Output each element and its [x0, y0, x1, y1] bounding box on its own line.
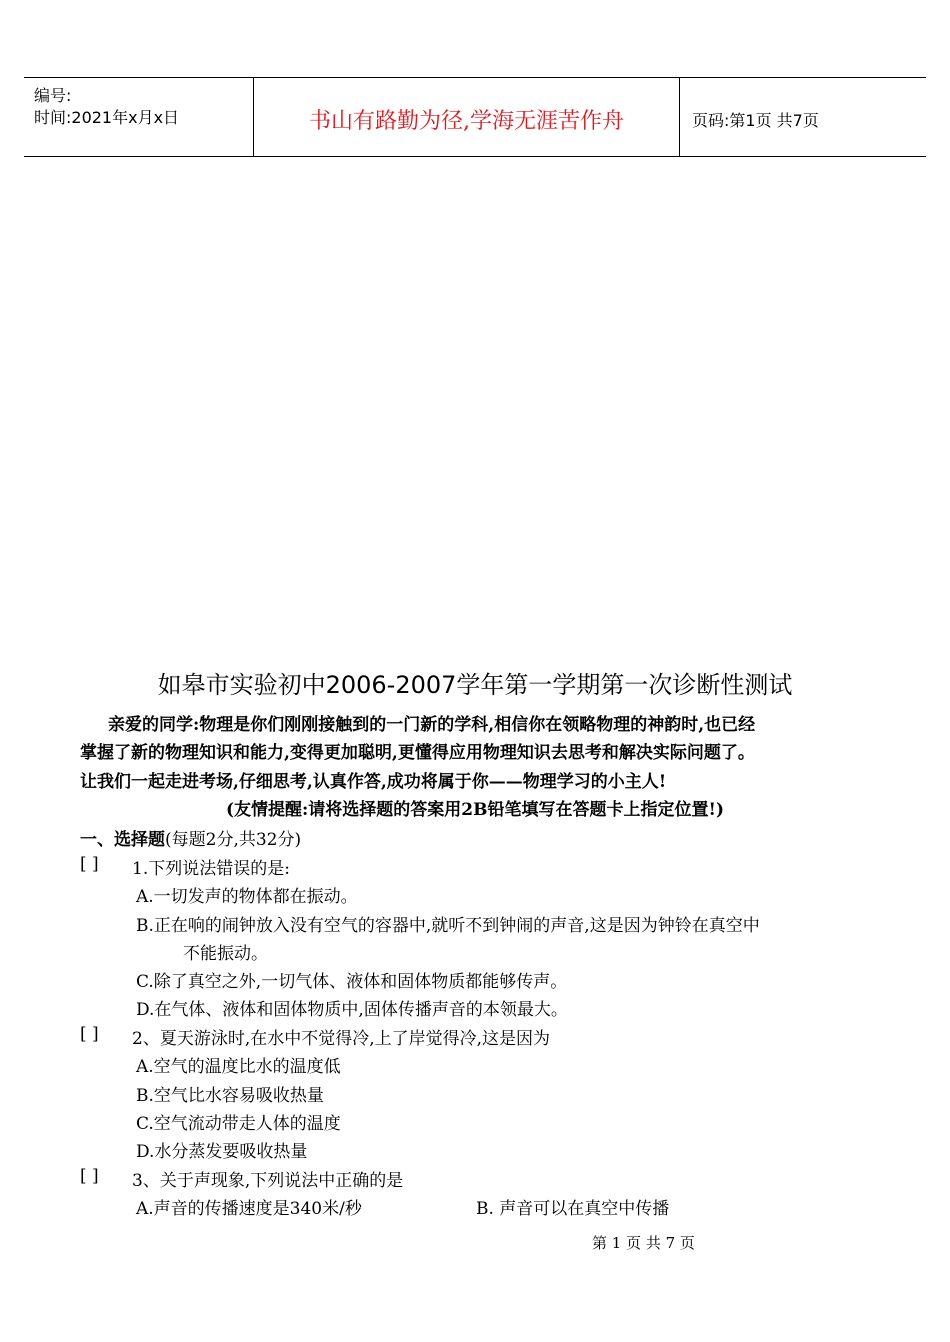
section-heading	[80, 825, 301, 850]
page-footer: 第 1 页 共 7 页	[592, 1234, 695, 1252]
header-table	[24, 77, 926, 157]
option-a: A.声音的传播速度是340米/秒	[136, 1199, 362, 1219]
intro-line: 亲爱的同学:物理是你们刚刚接触到的一门新的学科,相信你在领略物理的神韵时,也已经	[108, 715, 756, 735]
option-b-continued: 不能振动。	[183, 944, 268, 964]
section-note: (每题2分,共32分)	[165, 830, 302, 850]
option-a: A.空气的温度比水的温度低	[136, 1057, 341, 1077]
header-page-label: 页码:第1页 共7页	[692, 111, 819, 130]
intro-line: 让我们一起走进考场,仔细思考,认真作答,成功将属于你——物理学习的小主人!	[80, 772, 667, 792]
header-left-cell	[24, 78, 254, 156]
header-motto: 书山有路勤为径,学海无涯苦作舟	[309, 109, 624, 134]
document-title: 如皋市实验初中2006-2007学年第一学期第一次诊断性测试	[157, 671, 793, 699]
intro-line: 掌握了新的物理知识和能力,变得更加聪明,更懂得应用物理知识去思考和解决实际问题了。	[80, 743, 755, 763]
option-b: B. 声音可以在真空中传播	[476, 1199, 670, 1219]
section-title: 一、选择题	[80, 830, 165, 850]
option-d: D.水分蒸发要吸收热量	[136, 1142, 308, 1162]
header-right-cell	[680, 78, 926, 156]
option-b: B.正在响的闹钟放入没有空气的容器中,就听不到钟闹的声音,这是因为钟铃在真空中	[136, 916, 760, 936]
reminder-note: (友情提醒:请将选择题的答案用2B铅笔填写在答题卡上指定位置!)	[225, 800, 725, 820]
document-number-label: 编号:	[34, 86, 72, 105]
header-middle-cell	[254, 78, 680, 156]
option-c: C.空气流动带走人体的温度	[136, 1114, 341, 1134]
option-a: A.一切发声的物体都在振动。	[136, 887, 358, 907]
option-c: C.除了真空之外,一切气体、液体和固体物质都能够传声。	[136, 972, 568, 992]
question-text: 3、关于声现象,下列说法中正确的是	[132, 1171, 404, 1191]
option-d: D.在气体、液体和固体物质中,固体传播声音的本领最大。	[136, 1000, 568, 1020]
answer-bracket: [ ]	[80, 854, 99, 874]
document-time-label: 时间:2021年x月x日	[34, 108, 180, 127]
question-text: 2、夏天游泳时,在水中不觉得冷,上了岸觉得冷,这是因为	[132, 1029, 551, 1049]
option-b: B.空气比水容易吸收热量	[136, 1086, 324, 1106]
answer-bracket: [ ]	[80, 1166, 99, 1186]
answer-bracket: [ ]	[80, 1024, 99, 1044]
question-text: 1.下列说法错误的是:	[132, 859, 290, 879]
